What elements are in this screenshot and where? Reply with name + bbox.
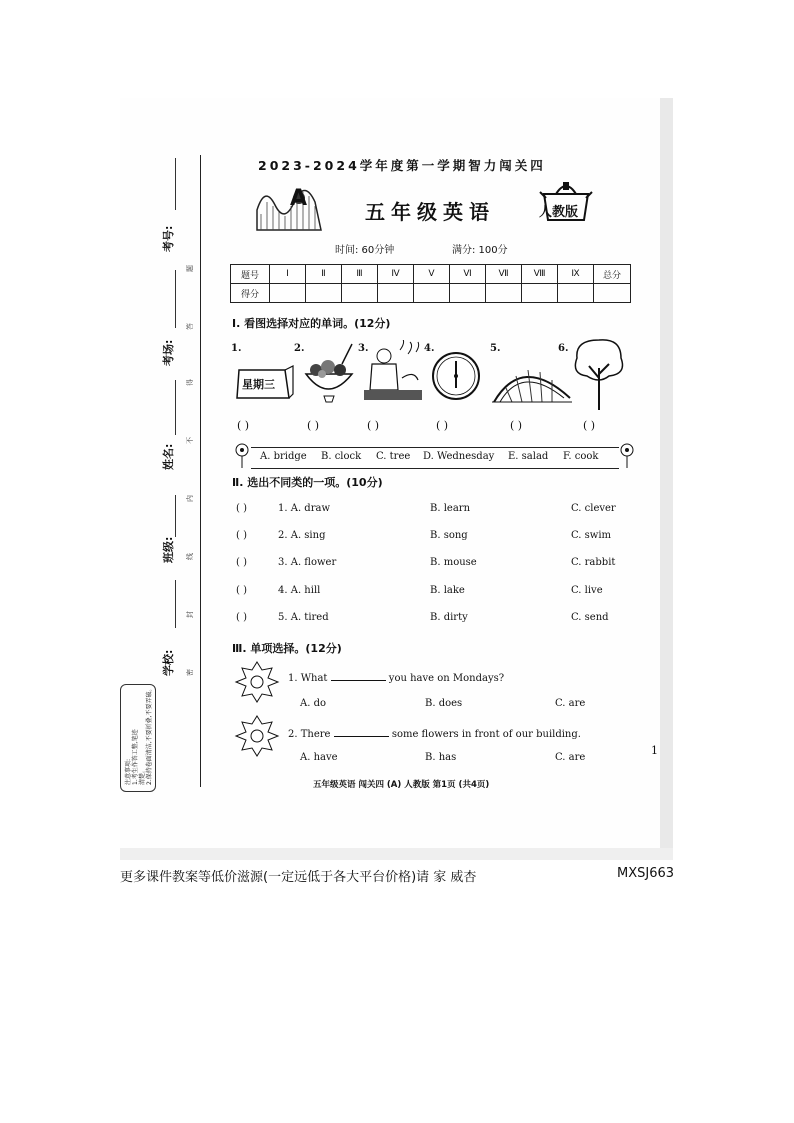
score-cell[interactable] (558, 284, 594, 303)
score-table-col: Ⅴ (414, 265, 450, 284)
exam-no-label: 考号: (162, 225, 175, 252)
calendar-text: 星期三 (242, 378, 275, 391)
answer-blank[interactable] (334, 726, 389, 737)
question-text (288, 670, 504, 684)
exam-no-line (175, 158, 176, 210)
score-cell[interactable] (486, 284, 522, 303)
picture-number: 4. (424, 343, 435, 354)
score-table-header-row (231, 265, 631, 284)
question-a: 1. A. draw (278, 503, 331, 514)
answer-paren[interactable]: ( ) (367, 419, 380, 432)
score-cell[interactable] (450, 284, 486, 303)
question-c: C. rabbit (571, 557, 616, 568)
notice-line: 清楚。 (139, 766, 146, 785)
seal-char: 得 (186, 379, 194, 386)
question-pre: 1. What (288, 673, 328, 684)
option-b: B. does (425, 698, 463, 709)
score-cell[interactable] (270, 284, 306, 303)
question-b: B. mouse (430, 557, 477, 568)
answer-paren[interactable]: ( ) (236, 557, 247, 568)
score-table-col: Ⅳ (378, 265, 414, 284)
question-a: 4. A. hill (278, 585, 321, 596)
answer-paren[interactable]: ( ) (236, 530, 247, 541)
score-table-col: Ⅱ (306, 265, 342, 284)
question-post: you have on Mondays? (388, 673, 505, 684)
score-cell[interactable] (378, 284, 414, 303)
picture-number: 2. (294, 343, 305, 354)
name-line (175, 380, 176, 435)
question-c: C. live (571, 585, 603, 596)
question-a: 3. A. flower (278, 557, 337, 568)
page-number: 1 (651, 744, 658, 757)
answer-paren[interactable]: ( ) (237, 419, 250, 432)
seal-char: 题 (186, 265, 194, 272)
exam-room-line (175, 270, 176, 328)
answer-paren[interactable]: ( ) (436, 419, 449, 432)
full-score-label: 满分: 100分 (452, 245, 508, 256)
answer-paren[interactable]: ( ) (236, 503, 247, 514)
school-line (175, 580, 176, 628)
scan-bottom-edge (120, 848, 673, 860)
score-table-col: Ⅵ (450, 265, 486, 284)
option-a: A. have (300, 752, 338, 763)
option-a: A. do (300, 698, 327, 709)
word-option: E. salad (508, 451, 549, 462)
question-c: C. clever (571, 503, 616, 514)
time-label: 时间: 60分钟 (335, 245, 395, 256)
tree-picture (569, 334, 629, 412)
question-c: C. send (571, 612, 609, 623)
scan-edge (660, 98, 673, 860)
word-option: A. bridge (260, 451, 307, 462)
question-b: B. learn (430, 503, 471, 514)
picture-number: 6. (558, 343, 569, 354)
question-b: B. dirty (430, 612, 468, 623)
word-option: C. tree (376, 451, 411, 462)
score-table-row-label: 题号 (231, 265, 270, 284)
flower-icon (617, 440, 637, 470)
code-text: MXSJ663 (617, 866, 675, 881)
score-table (230, 264, 631, 303)
seal-char: 答 (186, 323, 194, 330)
grade-title: 五年级英语 (365, 200, 495, 224)
question-a: 5. A. tired (278, 612, 329, 623)
cook-picture (362, 340, 424, 406)
notice-line: 1.考生作答工整,笔迹 (132, 729, 139, 785)
score-table-row-label: 得分 (231, 284, 270, 303)
answer-paren[interactable]: ( ) (583, 419, 596, 432)
question-pre: 2. There (288, 729, 331, 740)
section2-title: Ⅱ. 选出不同类的一项。(10分) (232, 476, 383, 489)
snowflake-icon (234, 660, 280, 704)
clock-picture (430, 350, 482, 402)
word-option: D. Wednesday (423, 451, 495, 462)
score-table-col: Ⅷ (522, 265, 558, 284)
exam-title: 2023-2024学年度第一学期智力闯关四 (258, 158, 546, 173)
class-label: 班级: (162, 536, 175, 563)
score-table-score-row (231, 284, 631, 303)
word-option: B. clock (321, 451, 362, 462)
seal-char: 封 (186, 611, 194, 618)
bridge-picture (492, 358, 574, 406)
name-label: 姓名: (162, 443, 175, 470)
score-cell[interactable] (522, 284, 558, 303)
score-table-col: Ⅸ (558, 265, 594, 284)
class-line (175, 495, 176, 537)
option-b: B. has (425, 752, 457, 763)
notice-box (120, 684, 156, 792)
score-cell[interactable] (414, 284, 450, 303)
score-cell[interactable] (306, 284, 342, 303)
version-letter: A (290, 186, 308, 211)
seal-char: 内 (186, 495, 194, 502)
score-table-col: 总分 (594, 265, 631, 284)
picture-number: 5. (490, 343, 501, 354)
question-a: 2. A. sing (278, 530, 326, 541)
answer-paren[interactable]: ( ) (307, 419, 320, 432)
ad-text: 更多课件教案等低价滋源(一定远低于各大平台价格)请 家 威杏 (120, 870, 477, 885)
seal-char: 线 (186, 553, 194, 560)
option-c: C. are (555, 698, 586, 709)
option-c: C. are (555, 752, 586, 763)
school-label: 学校: (162, 649, 175, 676)
answer-paren[interactable]: ( ) (510, 419, 523, 432)
score-table-col: Ⅲ (342, 265, 378, 284)
salad-picture (298, 340, 360, 408)
notice-line: 注意事项: (125, 758, 132, 785)
word-option: F. cook (563, 451, 599, 462)
question-text (288, 726, 581, 740)
binding-line (200, 155, 201, 787)
answer-paren[interactable]: ( ) (236, 612, 247, 623)
question-b: B. lake (430, 585, 465, 596)
picture-number: 1. (231, 343, 242, 354)
edition-badge: 人教版 (539, 205, 579, 220)
score-table-col: Ⅶ (486, 265, 522, 284)
section3-title: Ⅲ. 单项选择。(12分) (232, 642, 342, 655)
question-c: C. swim (571, 530, 612, 541)
seal-char: 不 (186, 437, 194, 444)
snowflake-icon (234, 714, 280, 758)
score-table-col: Ⅰ (270, 265, 306, 284)
page-footer: 五年级英语 闯关四 (A) 人教版 第1页 (共4页) (313, 780, 490, 790)
score-cell[interactable] (342, 284, 378, 303)
flower-icon (232, 440, 252, 470)
answer-blank[interactable] (331, 670, 386, 681)
notice-line: 2.保持卷面清洁,不要折叠,不要弄破。 (146, 685, 153, 785)
question-post: some flowers in front of our building. (391, 729, 581, 740)
score-cell[interactable] (594, 284, 631, 303)
exam-room-label: 考场: (162, 339, 175, 366)
question-b: B. song (430, 530, 468, 541)
answer-paren[interactable]: ( ) (236, 585, 247, 596)
seal-char: 密 (186, 669, 194, 676)
picture-number: 3. (358, 343, 369, 354)
section1-title: Ⅰ. 看图选择对应的单词。(12分) (232, 317, 391, 330)
